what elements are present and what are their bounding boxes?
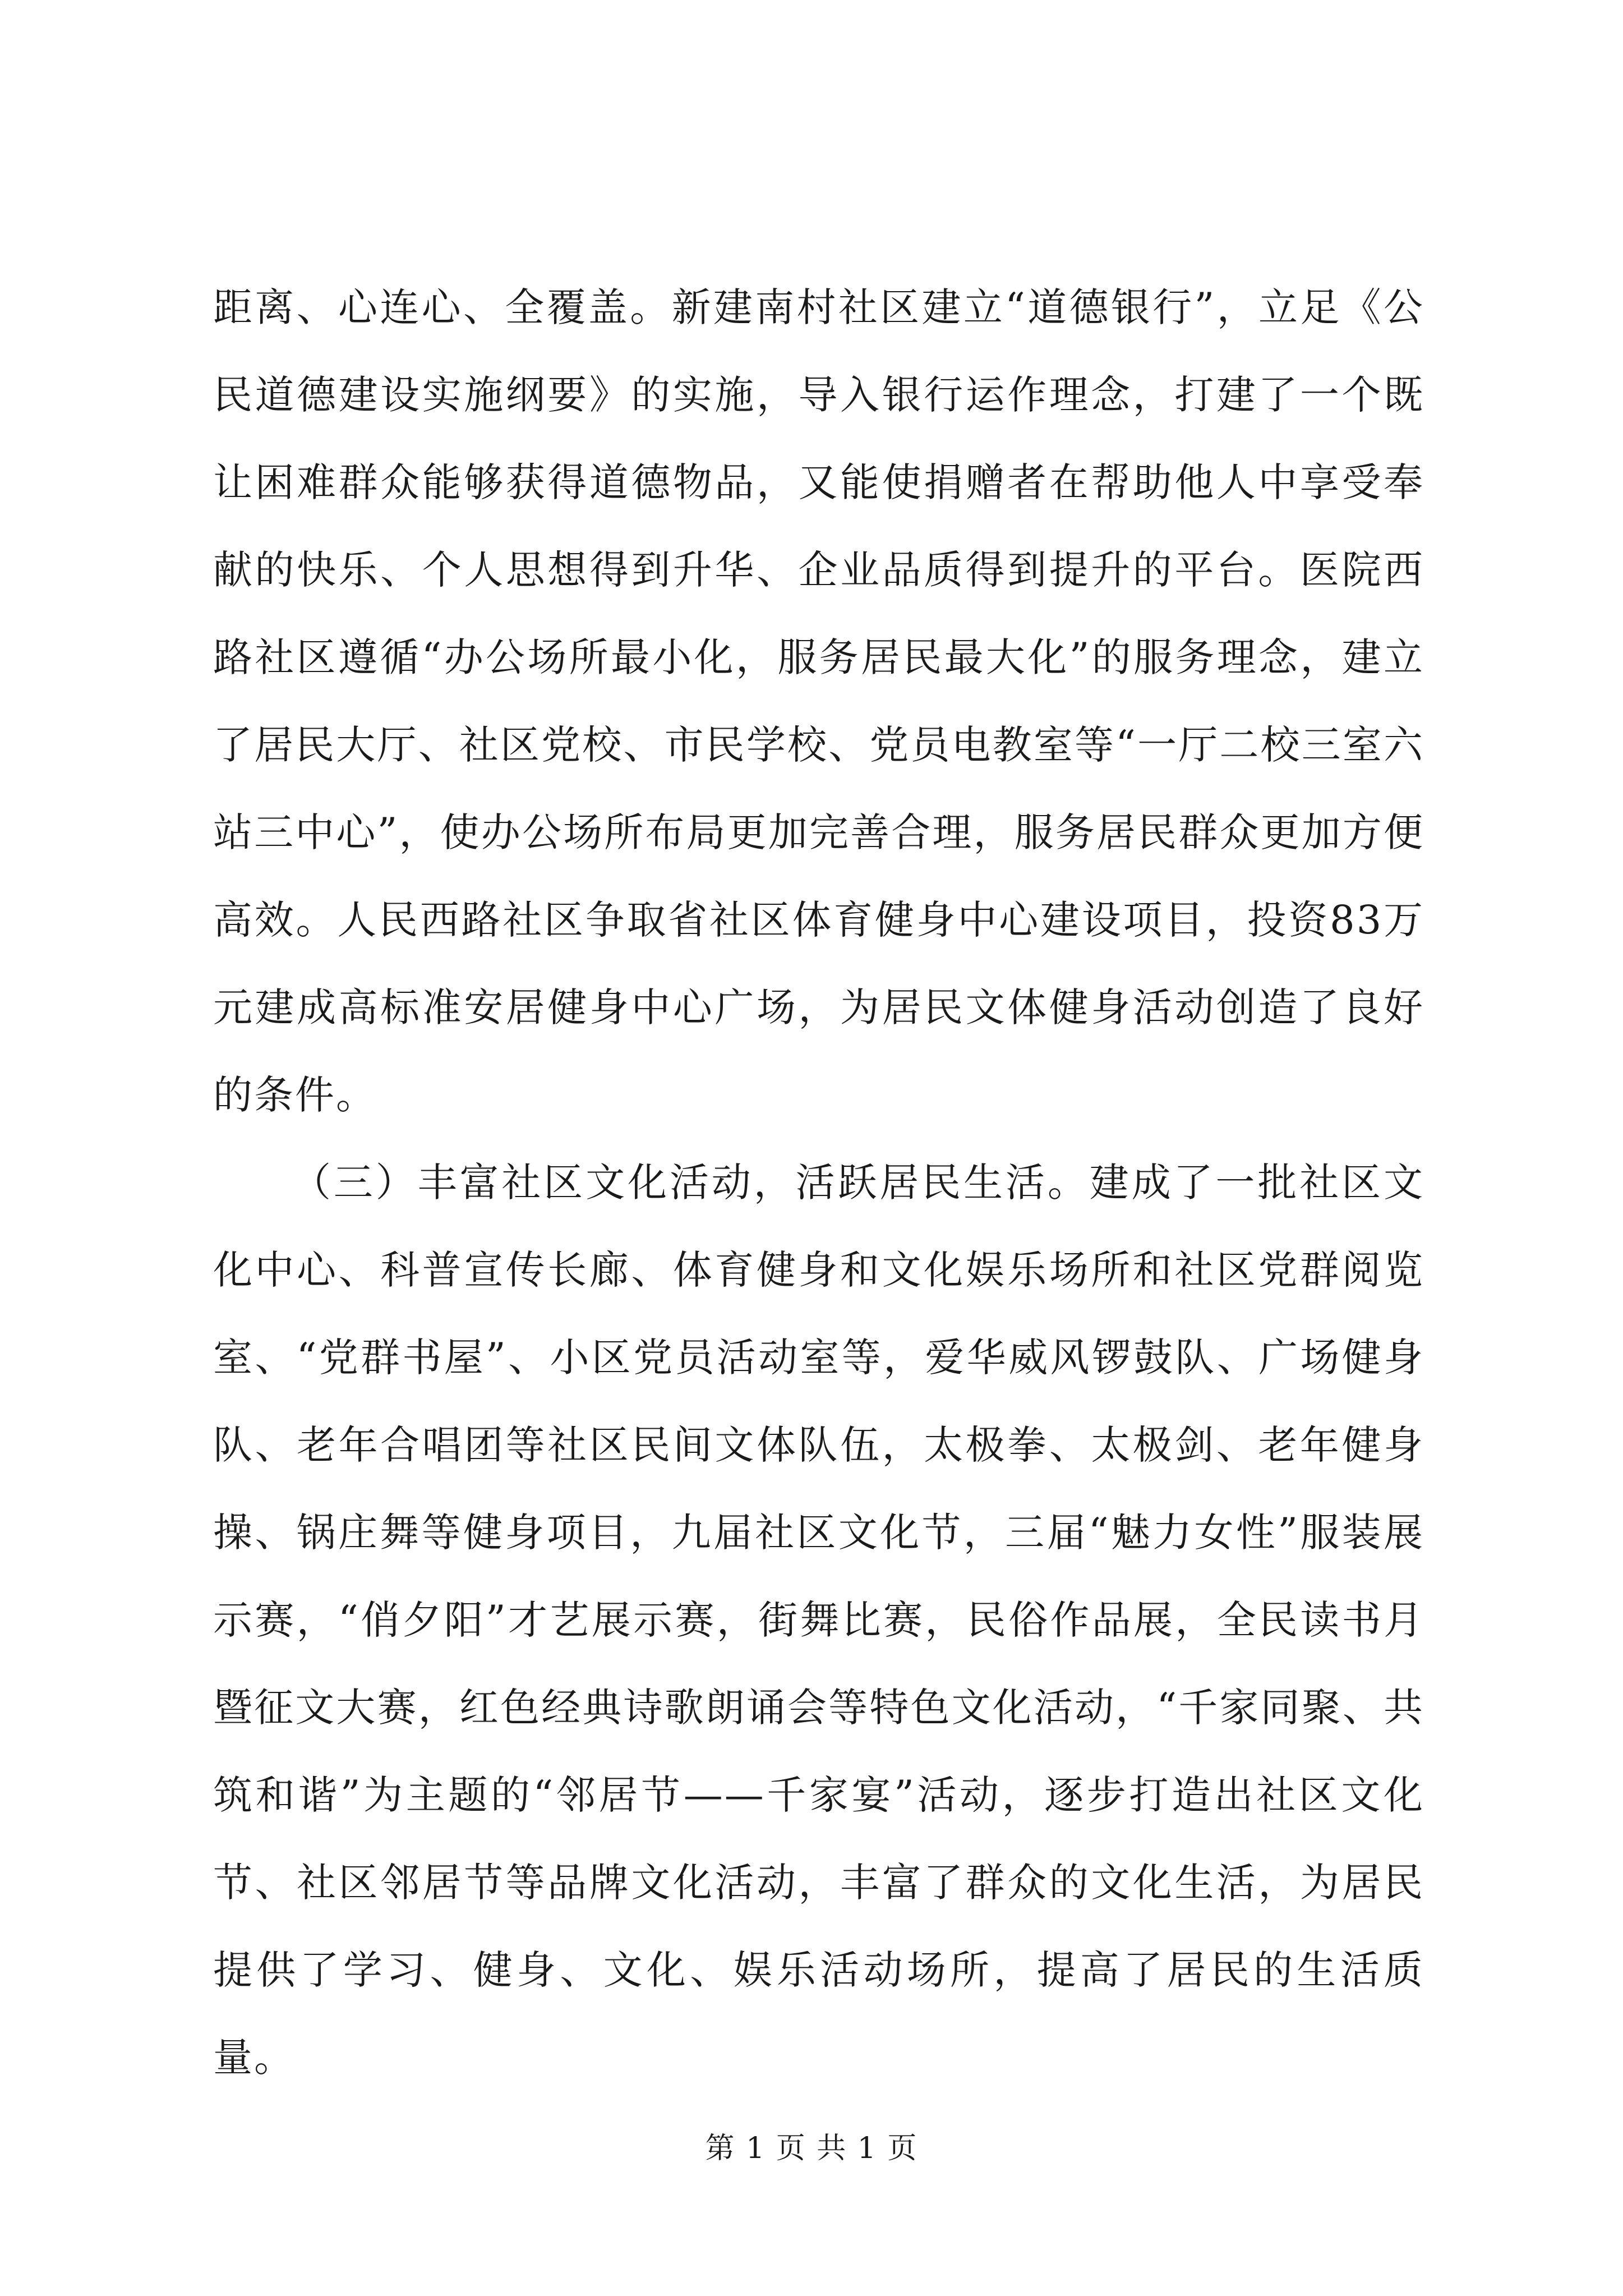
paragraph-continued: 距离、心连心、全覆盖。新建南村社区建立“道德银行”，立足《公民道德建设实施纲要》的实施，导入银行运作理念，打建了一个既让困难群众能够获得道德物品，又能使捐赠者在帮助他人中享受奉献的快乐、个人思想得到升华、企业品质得到提升的平台。医院西路社区遵循“办公场所最小化，服务居民最大化”的服务理念，建立了居民大厅、社区党校、市民学校、党员电教室等“一厅二校三室六站三中心”，使办公场所布局更加完善合理，服务居民群众更加方便高效。人民西路社区争取省社区体育健身中心建设项目，投资83万元建成高标准安居健身中心广场，为居民文体健身活动创造了良好的条件。: [213, 284, 1424, 1118]
page-footer: 第 1 页 共 1 页: [705, 2132, 918, 2165]
document-body: [213, 264, 1424, 2101]
paragraph-section-three: （三）丰富社区文化活动，活跃居民生活。建成了一批社区文化中心、科普宣传长廊、体育健身和文化娱乐场所和社区党群阅览室、“党群书屋”、小区党员活动室等，爱华威风锣鼓队、广场健身队、老年合唱团等社区民间文体队伍，太极拳、太极剑、老年健身操、锅庄舞等健身项目，九届社区文化节，三届“魅力女性”服装展示赛，“俏夕阳”才艺展示赛，街舞比赛，民俗作品展，全民读书月暨征文大赛，红色经典诗歌朗诵会等特色文化活动，“千家同聚、共筑和谐”为主题的“邻居节——千家宴”活动，逐步打造出社区文化节、社区邻居节等品牌文化活动，丰富了群众的文化生活，为居民提供了学习、健身、文化、娱乐活动场所，提高了居民的生活质量。: [213, 1159, 1424, 2081]
